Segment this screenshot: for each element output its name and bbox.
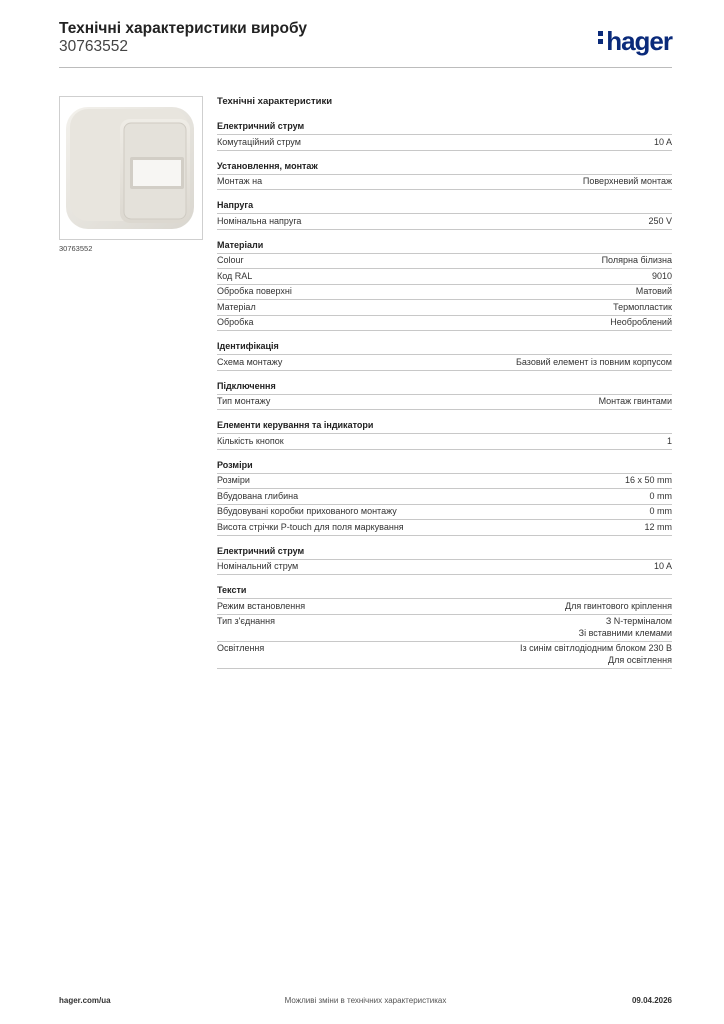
spec-group-heading: Тексти — [217, 585, 672, 599]
spec-group-heading: Електричний струм — [217, 121, 672, 135]
spec-value: Із синім світлодіодним блоком 230 В Для освітлення — [519, 643, 672, 665]
spec-row — [217, 489, 672, 505]
spec-row — [217, 520, 672, 536]
switch-photo-icon — [60, 97, 202, 239]
footer-note: Можливі зміни в технічних характеристиках — [284, 996, 447, 1005]
spec-value: Поверхневий монтаж — [582, 176, 672, 186]
document-title: Технічні характеристики виробу — [59, 20, 307, 37]
spec-value: Базовий елемент із повним корпусом — [515, 356, 672, 367]
spec-row — [217, 285, 672, 301]
spec-group-heading: Ідентифікація — [217, 341, 672, 355]
spec-value: Для гвинтового кріплення — [565, 600, 672, 611]
spec-label: Висота стрічки P-touch для поля маркування — [217, 521, 404, 532]
spec-label: Освітлення — [217, 643, 265, 653]
spec-group-heading: Підключення — [217, 381, 672, 395]
spec-label: Вбудована глибина — [217, 490, 299, 501]
spec-label: Вбудовувані коробки прихованого монтажу — [217, 506, 397, 516]
spec-value: 10 A — [653, 561, 672, 571]
footer-website: hager.com/ua — [59, 996, 111, 1005]
spec-group — [217, 460, 672, 536]
spec-group — [217, 240, 672, 332]
spec-group-heading: Напруга — [217, 200, 672, 214]
spec-groups — [217, 121, 672, 669]
spec-label: Розміри — [217, 475, 250, 485]
spec-group-heading: Елементи керування та індикатори — [217, 420, 672, 434]
spec-label: Тип монтажу — [217, 396, 271, 406]
footer-date: 09.04.2026 — [631, 996, 672, 1005]
spec-label: Номінальний струм — [217, 561, 299, 571]
spec-label: Режим встановлення — [217, 600, 306, 611]
spec-label: Обробка поверхні — [217, 286, 292, 296]
spec-value: Необроблений — [610, 317, 672, 327]
product-image — [59, 96, 203, 240]
spec-group — [217, 200, 672, 230]
product-code: 30763552 — [59, 38, 128, 55]
spec-row — [217, 269, 672, 285]
spec-value: 16 x 50 mm — [624, 475, 672, 485]
spec-label: Обробка — [217, 317, 254, 327]
header-divider — [59, 67, 672, 68]
spec-value: 1 — [666, 435, 672, 446]
spec-group — [217, 420, 672, 450]
spec-row — [217, 505, 672, 521]
spec-row — [217, 434, 672, 450]
spec-group — [217, 381, 672, 411]
spec-row — [217, 214, 672, 230]
spec-group-heading: Матеріали — [217, 240, 672, 254]
spec-row — [217, 395, 672, 411]
spec-group-heading: Розміри — [217, 460, 672, 474]
spec-label: Комутаційний струм — [217, 136, 301, 147]
spec-row — [217, 316, 672, 332]
spec-label: Номінальна напруга — [217, 215, 302, 226]
spec-sheet-title: Технічні характеристики — [217, 96, 333, 107]
spec-label: Матеріал — [217, 301, 256, 312]
spec-value: Термопластик — [613, 301, 672, 312]
spec-label: Схема монтажу — [217, 356, 283, 367]
spec-value: 0 mm — [649, 490, 672, 501]
logo-text: hager — [606, 26, 672, 56]
spec-value: Монтаж гвинтами — [598, 396, 672, 406]
spec-label: Код RAL — [217, 270, 253, 281]
spec-value: Матовий — [635, 286, 672, 296]
spec-row — [217, 135, 672, 151]
spec-row — [217, 474, 672, 490]
spec-group — [217, 585, 672, 669]
spec-label: Тип з'єднання — [217, 616, 275, 626]
spec-group-heading: Установлення, монтаж — [217, 161, 672, 175]
spec-group — [217, 121, 672, 151]
spec-value: 0 mm — [649, 506, 672, 516]
spec-group — [217, 546, 672, 576]
spec-value: 9010 — [651, 270, 672, 281]
spec-label: Colour — [217, 255, 244, 265]
spec-row — [217, 300, 672, 316]
spec-label: Кількість кнопок — [217, 435, 284, 446]
product-image-caption: 30763552 — [59, 244, 93, 253]
spec-value: 250 V — [648, 215, 672, 226]
spec-row — [217, 615, 672, 642]
logo-dots-icon — [598, 28, 603, 47]
spec-row — [217, 599, 672, 615]
spec-row — [217, 560, 672, 576]
spec-value: 10 A — [653, 136, 672, 147]
spec-row — [217, 254, 672, 270]
spec-row — [217, 642, 672, 669]
hager-logo — [598, 26, 672, 57]
page-header — [59, 20, 672, 56]
spec-sheet — [217, 96, 672, 679]
spec-row — [217, 355, 672, 371]
spec-value: 12 mm — [644, 521, 672, 532]
spec-value: Полярна білизна — [601, 255, 672, 265]
spec-group — [217, 161, 672, 191]
spec-label: Монтаж на — [217, 176, 263, 186]
spec-row — [217, 175, 672, 191]
spec-group-heading: Електричний струм — [217, 546, 672, 560]
spec-value: З N-терміналом Зі вставними клемами — [578, 616, 672, 638]
spec-group — [217, 341, 672, 371]
